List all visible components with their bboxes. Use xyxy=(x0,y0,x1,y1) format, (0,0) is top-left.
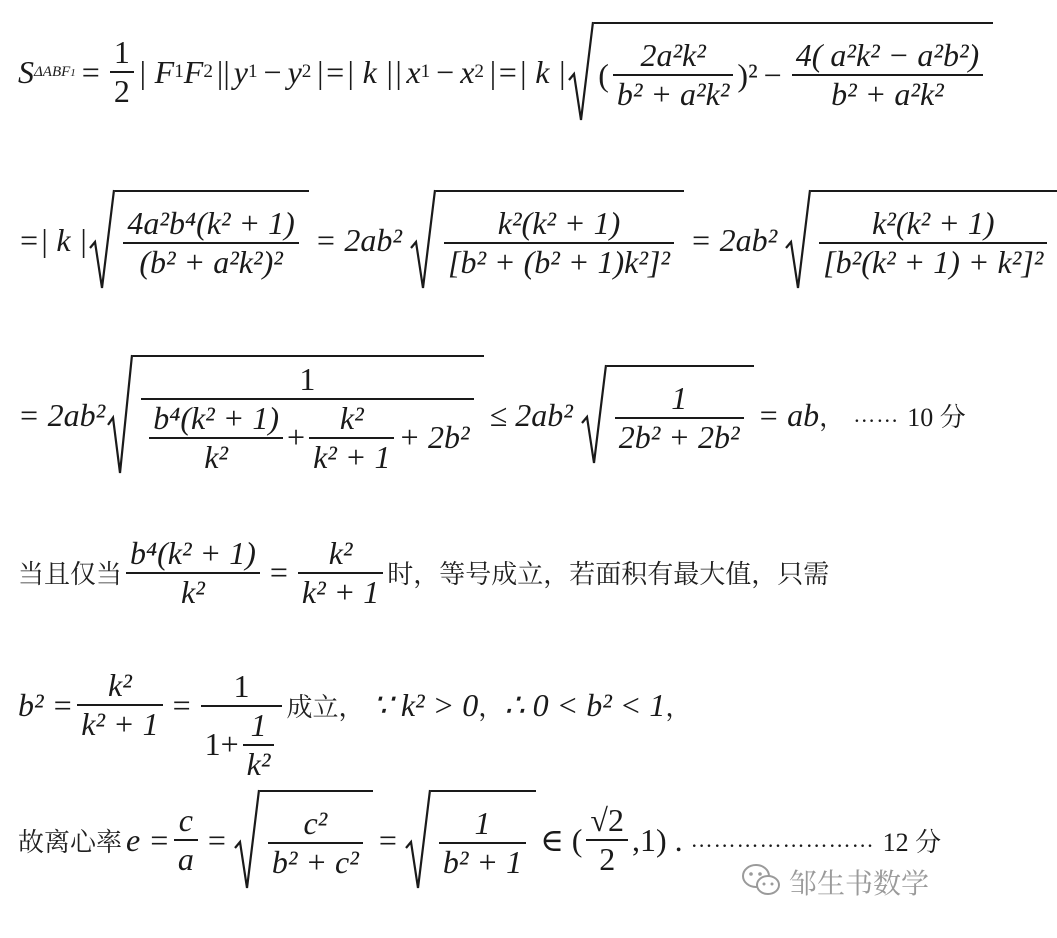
element-of: ∈ ( xyxy=(540,822,583,858)
radical-sign xyxy=(234,790,260,890)
fraction-numerator: 1 xyxy=(250,706,267,743)
radicand xyxy=(431,790,536,890)
y2: y xyxy=(287,53,302,90)
abs-f1: | F xyxy=(137,53,175,90)
abs-k: |=| k | xyxy=(488,53,567,90)
compound-fraction xyxy=(201,668,283,782)
radical-sign xyxy=(568,22,594,122)
sqrt-radical xyxy=(785,190,1057,290)
area-subscript: ΔABF1 xyxy=(34,63,76,80)
radical-sign xyxy=(785,190,811,290)
plus-2b2: + 2b² xyxy=(398,419,470,456)
fraction-numerator: 1 xyxy=(474,805,491,842)
fraction-numerator: 2a²k² xyxy=(640,37,706,74)
sqrt-radical xyxy=(568,22,993,122)
fraction xyxy=(77,667,162,743)
fraction xyxy=(298,535,383,611)
fraction-numerator: k²(k² + 1) xyxy=(497,205,621,242)
sqrt-radical xyxy=(107,355,483,475)
fraction-denominator xyxy=(201,707,283,783)
equals-sign: = xyxy=(378,821,397,858)
fraction-numerator: k² xyxy=(107,667,132,704)
fraction-numerator: k²(k² + 1) xyxy=(872,205,995,242)
fraction-half xyxy=(110,34,134,110)
fraction-denominator xyxy=(141,400,473,476)
fraction-numerator: c xyxy=(178,802,193,839)
radicand xyxy=(436,190,684,290)
fraction-numerator: k² xyxy=(328,535,353,571)
fraction-denominator: k² + 1 xyxy=(81,706,159,743)
fraction xyxy=(819,205,1047,281)
x1: x xyxy=(406,53,421,90)
therefore-clause: ∴ 0 < b² < 1 xyxy=(504,687,666,724)
fraction-numerator: k² xyxy=(339,399,364,436)
y1: y xyxy=(233,53,248,90)
sqrt-radical xyxy=(410,190,684,290)
radical-sign xyxy=(89,190,115,290)
abs-k: =| k | xyxy=(18,221,88,258)
text-eccentricity: 故离心率 xyxy=(18,827,123,858)
one-plus: 1+ xyxy=(204,726,239,763)
equals-sign: = xyxy=(172,686,191,723)
comma: ， xyxy=(819,402,846,433)
formula-line-1 xyxy=(18,22,993,122)
fraction xyxy=(149,400,283,476)
abs-k: |=| k || xyxy=(315,53,403,90)
fraction-numerator: 1 xyxy=(233,668,250,704)
fraction-numerator: b⁴(k² + 1) xyxy=(153,399,280,436)
fraction xyxy=(792,37,983,113)
x2: x xyxy=(460,53,475,90)
fraction xyxy=(439,805,526,881)
fraction-numerator: 4a²b⁴(k² + 1) xyxy=(127,205,295,242)
sqrt-radical xyxy=(405,790,536,890)
text-equality-condition: 时，等号成立，若面积有最大值，只需 xyxy=(387,560,830,591)
formula-line-4 xyxy=(18,535,829,611)
fraction xyxy=(586,802,628,878)
minus-sign: − xyxy=(436,53,455,90)
fraction-denominator: [b² + (b² + 1)k²]² xyxy=(448,244,670,280)
plus-sign: + xyxy=(287,419,306,456)
compound-fraction xyxy=(141,361,473,475)
text-when-and-only-when: 当且仅当 xyxy=(18,560,123,591)
because-clause: ∵ k² > 0 xyxy=(372,687,479,724)
fraction-denominator: k² xyxy=(204,438,228,475)
score-12: 12 分 xyxy=(882,827,942,857)
fraction-denominator: b² + a²k² xyxy=(616,76,730,112)
equals-sign: = xyxy=(269,554,288,591)
subscript: 2 xyxy=(301,61,312,82)
equals-2ab2: = 2ab² xyxy=(18,396,106,433)
leader-dots: …………………… xyxy=(690,827,875,852)
fraction-numerator: √2 xyxy=(590,802,624,839)
fraction xyxy=(268,805,363,881)
fraction-numerator: 1 xyxy=(671,380,688,417)
fraction xyxy=(309,400,394,476)
fraction xyxy=(174,802,198,878)
fraction-denominator: b² + a²k² xyxy=(831,76,944,112)
formula-line-3 xyxy=(18,355,966,475)
comma: ， xyxy=(478,692,505,723)
radicand xyxy=(607,365,754,465)
equals-2ab2: = 2ab² xyxy=(689,221,778,258)
watermark xyxy=(741,862,929,902)
sqrt-radical xyxy=(234,790,373,890)
fraction xyxy=(123,205,298,281)
radicand xyxy=(133,355,483,475)
fraction-numerator: 1 xyxy=(299,361,316,397)
area-symbol: S xyxy=(18,53,34,90)
score-10: 10 分 xyxy=(907,402,966,432)
sqrt-radical xyxy=(581,365,754,465)
fraction-denominator: (b² + a²k²)² xyxy=(139,244,283,280)
fraction-denominator: 2 xyxy=(113,73,130,109)
fraction-denominator: 2 xyxy=(599,841,616,877)
fraction-denominator: 2b² + 2b² xyxy=(618,419,740,456)
paren-open: ( xyxy=(598,56,609,93)
fraction xyxy=(615,380,744,456)
subscript: 1 xyxy=(420,61,431,82)
radical-sign xyxy=(107,355,133,475)
fraction xyxy=(126,535,260,611)
fraction-denominator: k² + 1 xyxy=(313,438,391,475)
comma: ， xyxy=(665,692,692,723)
radicand xyxy=(594,22,993,122)
fraction-denominator: k² xyxy=(181,573,205,610)
radicand xyxy=(260,790,373,890)
le-2ab2: ≤ 2ab² xyxy=(489,396,573,433)
fraction xyxy=(243,707,275,783)
radicand xyxy=(115,190,308,290)
equals-2ab2: = 2ab² xyxy=(314,221,402,258)
fraction xyxy=(444,205,674,281)
fraction xyxy=(613,37,734,113)
radical-sign xyxy=(581,365,607,465)
watermark-text: 邹生书数学 xyxy=(788,867,929,900)
subscript: 1 xyxy=(247,61,258,82)
formula-line-5 xyxy=(18,628,691,782)
sqrt-radical xyxy=(89,190,308,290)
equals-sign: = xyxy=(207,821,226,858)
minus-sign: − xyxy=(763,56,782,93)
fraction-denominator: k² xyxy=(246,745,271,782)
subscript: 1 xyxy=(174,61,184,82)
paren-close-squared: )² xyxy=(737,56,758,93)
b-squared-equals: b² = xyxy=(18,686,74,723)
radicand xyxy=(811,190,1057,290)
fraction-denominator: a xyxy=(177,841,194,877)
fraction-numerator: b⁴(k² + 1) xyxy=(130,535,256,571)
radical-sign xyxy=(410,190,436,290)
wechat-icon xyxy=(741,863,781,902)
minus-sign: − xyxy=(263,53,282,90)
interval-close: ,1) . xyxy=(631,821,683,858)
radical-sign xyxy=(405,790,431,890)
e-equals: e = xyxy=(126,821,170,858)
subscript: 2 xyxy=(203,61,213,82)
formula-line-2 xyxy=(18,190,1057,290)
abs-separator: || xyxy=(216,53,230,90)
result-ab: = ab xyxy=(757,396,820,433)
fraction-denominator: b² + c² xyxy=(271,844,359,880)
fraction-denominator: [b²(k² + 1) + k²]² xyxy=(823,244,1044,280)
subscript: 2 xyxy=(474,61,484,82)
fraction-numerator: c² xyxy=(303,805,328,842)
f2: F xyxy=(183,53,204,90)
fraction-denominator: b² + 1 xyxy=(442,844,523,880)
fraction-denominator: k² + 1 xyxy=(301,573,380,610)
text-holds: 成立， xyxy=(286,692,365,723)
equals-sign: = xyxy=(81,53,100,90)
leader-dots: …… xyxy=(853,402,900,428)
fraction-numerator: 4( a²k² − a²b²) xyxy=(795,37,980,74)
fraction-numerator: 1 xyxy=(113,34,130,71)
